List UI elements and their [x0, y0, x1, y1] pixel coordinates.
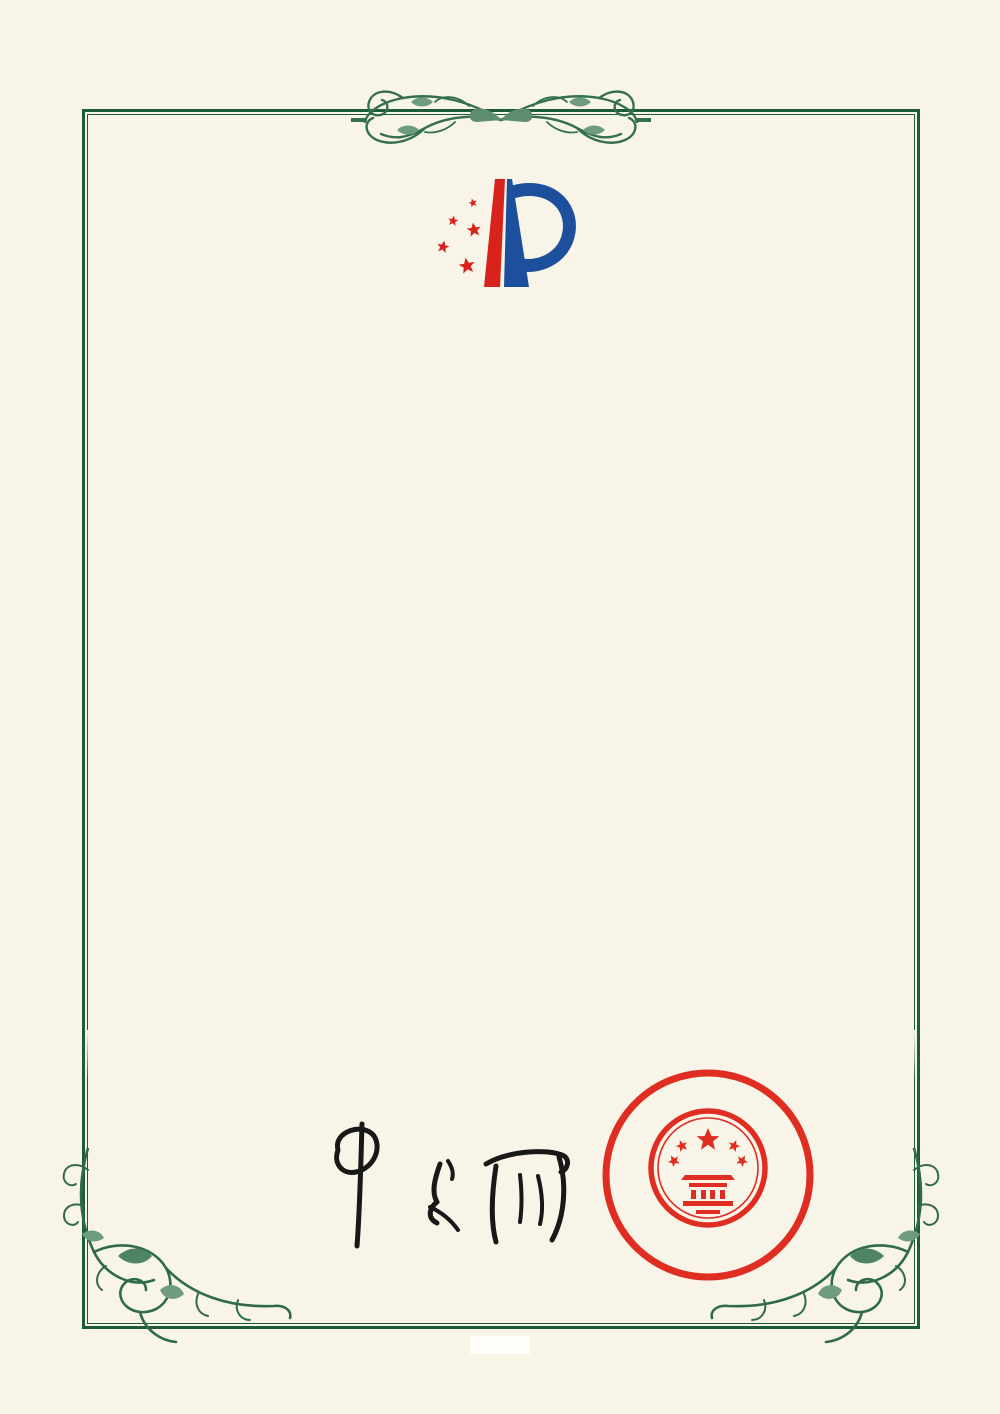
field-row-inventor — [143, 483, 273, 508]
barcode — [143, 1058, 401, 1076]
field-row-grant-date — [143, 786, 273, 811]
top-border-ornament — [351, 58, 651, 173]
bottom-left-ornament — [48, 1148, 298, 1358]
field-row-address — [143, 723, 271, 748]
handwritten-signature — [300, 1112, 590, 1257]
field-row-grant-number — [513, 786, 643, 811]
cnipa-logo-icon — [420, 160, 590, 295]
field-row-filing-date — [143, 605, 273, 630]
continuation-note — [470, 1336, 530, 1354]
field-row-patent-number — [143, 545, 273, 570]
official-seal — [597, 1064, 819, 1286]
field-row-patentee — [143, 665, 273, 690]
seal-national-emblem — [651, 1111, 765, 1225]
qr-code — [795, 167, 897, 269]
field-row-name — [143, 421, 273, 446]
